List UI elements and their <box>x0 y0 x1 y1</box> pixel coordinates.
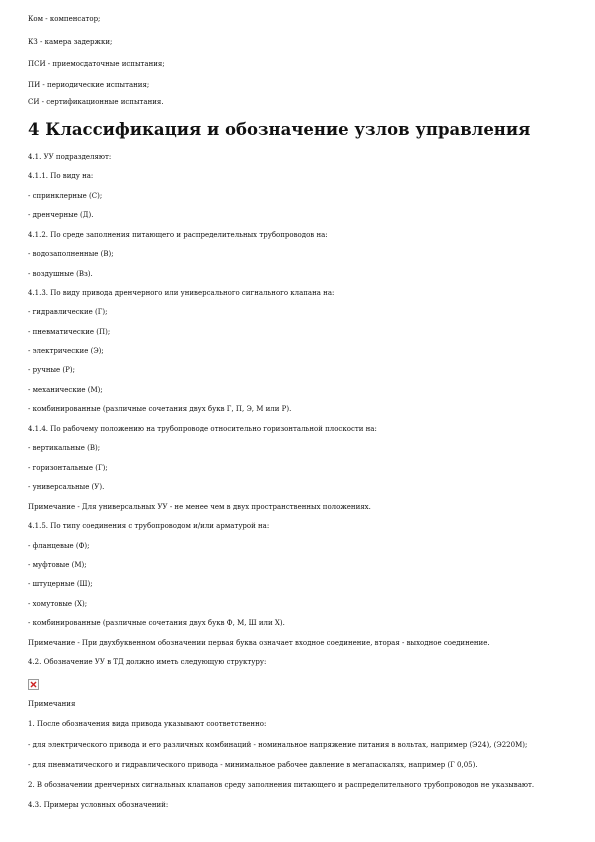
body-line: 4.1.5. По типу соединения с трубопроводом и/или арматурой на: <box>28 522 270 530</box>
body-line: 4.1.1. По виду на: <box>28 172 94 180</box>
body-line: - водозаполненные (В); <box>28 250 114 258</box>
body-line: - ручные (Р); <box>28 366 75 374</box>
body-line: - штуцерные (Ш); <box>28 580 93 588</box>
abbreviation-line: ПСИ - приемосдаточные испытания; <box>28 60 165 68</box>
body-line: - воздушные (Вз). <box>28 270 93 278</box>
body-line: - комбинированные (различные сочетания двух букв Ф, М, Ш или Х). <box>28 619 285 627</box>
body-line: 4.1.2. По среде заполнения питающего и распределительных трубопроводов на: <box>28 231 328 239</box>
section-heading: 4 Классификация и обозначение узлов управления <box>28 120 531 139</box>
body-line: 4.1. УУ подразделяют: <box>28 153 112 161</box>
body-line: 4.3. Примеры условных обозначений: <box>28 801 169 809</box>
body-line: 1. После обозначения вида привода указывают соответственно: <box>28 720 267 728</box>
body-line: - гидравлические (Г); <box>28 308 108 316</box>
abbreviation-line: КЗ - камера задержки; <box>28 38 113 46</box>
body-line: - пневматические (П); <box>28 328 111 336</box>
note-line: Примечание - При двухбуквенном обозначении первая буква означает входное соединение, вторая - выходное соединение. <box>28 639 490 647</box>
body-line: - фланцевые (Ф); <box>28 542 90 550</box>
body-line: - для пневматического и гидравлического привода - минимальное рабочее давление в мегапаскалях, например (Г 0,05). <box>28 761 478 769</box>
body-line: - горизонтальные (Г); <box>28 464 108 472</box>
body-line: 4.1.4. По рабочему положению на трубопроводе относительно горизонтальной плоскости на: <box>28 425 377 433</box>
body-line: - комбинированные (различные сочетания двух букв Г, П, Э, М или Р). <box>28 405 292 413</box>
body-line: - электрические (Э); <box>28 347 104 355</box>
body-line: - для электрического привода и его различных комбинаций - номинальное напряжение питания в вольтах, например (Э24), (Э220М); <box>28 741 528 749</box>
abbreviation-line: ПИ - периодические испытания; <box>28 81 150 89</box>
body-line: 4.1.3. По виду привода дренчерного или универсального сигнального клапана на: <box>28 289 335 297</box>
body-line: 2. В обозначении дренчерных сигнальных клапанов среду заполнения питающего и распределительного трубопроводов не указывают. <box>28 781 535 789</box>
body-line: - универсальные (У). <box>28 483 105 491</box>
body-line: 4.2. Обозначение УУ в ТД должно иметь следующую структуру: <box>28 658 267 666</box>
note-line: Примечание - Для универсальных УУ - не менее чем в двух пространственных положениях. <box>28 503 371 511</box>
body-line: - вертикальные (В); <box>28 444 101 452</box>
body-line: - дренчерные (Д). <box>28 211 94 219</box>
notes-heading: Примечания <box>28 700 76 708</box>
abbreviation-line: СИ - сертификационные испытания. <box>28 98 164 106</box>
body-line: - спринклерные (С); <box>28 192 103 200</box>
body-line: - муфтовые (М); <box>28 561 87 569</box>
body-line: - механические (М); <box>28 386 103 394</box>
abbreviation-line: Ком - компенсатор; <box>28 15 101 23</box>
broken-image-icon <box>28 679 39 690</box>
body-line: - хомутовые (Х); <box>28 600 88 608</box>
broken-image-x <box>29 680 38 689</box>
